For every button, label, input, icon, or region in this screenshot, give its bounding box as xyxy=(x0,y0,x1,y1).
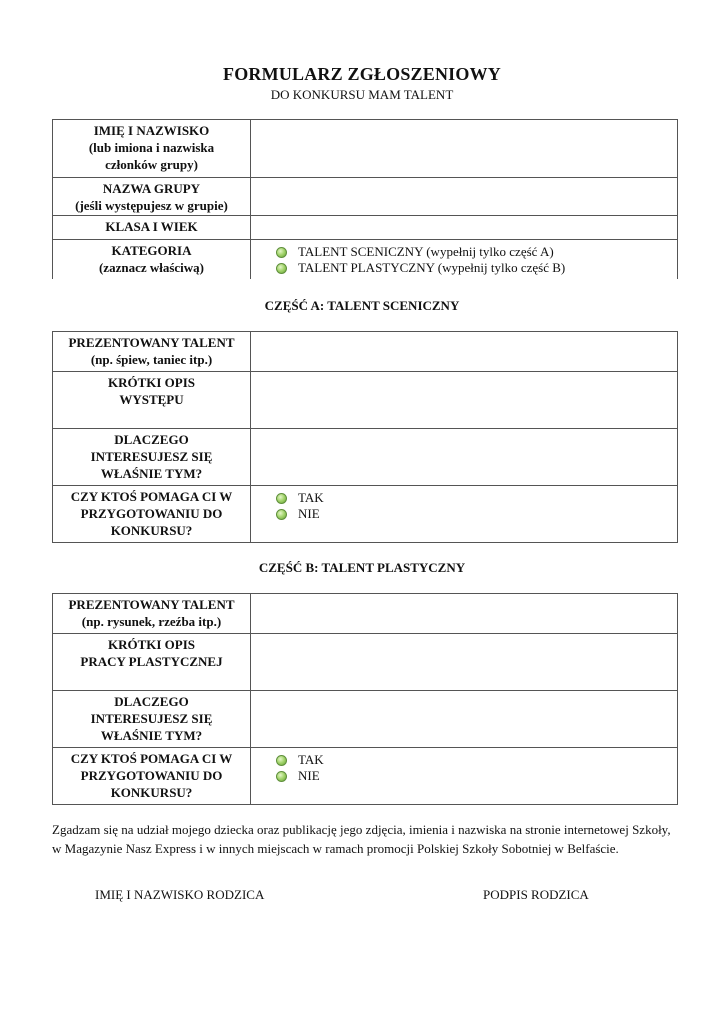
part-b-description-label: KRÓTKI OPIS PRACY PLASTYCZNEJ xyxy=(53,634,251,691)
name-label: IMIĘ I NAZWISKO (lub imiona i nazwiska członków grupy) xyxy=(53,120,251,178)
group-name-field[interactable] xyxy=(251,178,678,216)
part-a-talent-field[interactable] xyxy=(251,332,678,372)
radio-bullet-icon xyxy=(276,263,287,274)
class-age-label: KLASA I WIEK xyxy=(53,216,251,240)
category-option-art[interactable]: TALENT PLASTYCZNY (wypełnij tylko część B) xyxy=(251,260,677,276)
part-a-help-label: CZY KTOŚ POMAGA CI W PRZYGOTOWANIU DO KONKURSU? xyxy=(53,486,251,543)
part-b-talent-field[interactable] xyxy=(251,594,678,634)
radio-bullet-icon xyxy=(276,509,287,520)
part-a-help-option-yes[interactable]: TAK xyxy=(251,490,677,506)
parent-name-label: IMIĘ I NAZWISKO RODZICA xyxy=(95,887,265,902)
part-a-heading: CZĘŚĆ A: TALENT SCENICZNY xyxy=(264,298,460,313)
part-b-why-label: DLACZEGO INTERESUJESZ SIĘ WŁAŚNIE TYM? xyxy=(53,691,251,748)
part-a-why-label: DLACZEGO INTERESUJESZ SIĘ WŁAŚNIE TYM? xyxy=(53,429,251,486)
part-b-talent-label: PREZENTOWANY TALENT (np. rysunek, rzeźba itp.) xyxy=(53,594,251,634)
consent-text: Zgadzam się na udział mojego dziecka oraz publikację jego zdjęcia, imienia i nazwiska na stronie internetowej Szkoły, w Magazynie Nasz Express i w innych miejscach w ramach promocji Polskiej Szkoły Sobotniej w Belfaście. xyxy=(52,822,671,856)
parent-signature-label: PODPIS RODZICA xyxy=(483,887,589,902)
category-option-stage[interactable]: TALENT SCENICZNY (wypełnij tylko część A) xyxy=(251,244,677,260)
part-b-why-field[interactable] xyxy=(251,691,678,748)
part-a-why-field[interactable] xyxy=(251,429,678,486)
part-b-description-field[interactable] xyxy=(251,634,678,691)
part-b-heading: CZĘŚĆ B: TALENT PLASTYCZNY xyxy=(258,560,466,575)
form-subtitle: DO KONKURSU MAM TALENT xyxy=(270,87,454,102)
group-name-label: NAZWA GRUPY (jeśli występujesz w grupie) xyxy=(53,178,251,216)
part-a-table xyxy=(52,331,678,543)
radio-bullet-icon xyxy=(276,247,287,258)
part-b-help-label: CZY KTOŚ POMAGA CI W PRZYGOTOWANIU DO KONKURSU? xyxy=(53,748,251,805)
part-b-table xyxy=(52,593,678,805)
part-a-description-label: KRÓTKI OPIS WYSTĘPU xyxy=(53,372,251,429)
part-a-help-options xyxy=(251,486,678,543)
radio-bullet-icon xyxy=(276,493,287,504)
category-options xyxy=(251,240,678,279)
part-b-help-option-yes[interactable]: TAK xyxy=(251,752,677,768)
general-info-table xyxy=(52,119,678,279)
part-a-help-option-no[interactable]: NIE xyxy=(251,506,677,522)
name-field[interactable] xyxy=(251,120,678,178)
class-age-field[interactable] xyxy=(251,216,678,240)
radio-bullet-icon xyxy=(276,771,287,782)
part-a-talent-label: PREZENTOWANY TALENT (np. śpiew, taniec itp.) xyxy=(53,332,251,372)
radio-bullet-icon xyxy=(276,755,287,766)
part-b-help-option-no[interactable]: NIE xyxy=(251,768,677,784)
category-label: KATEGORIA (zaznacz właściwą) xyxy=(53,240,251,279)
part-b-help-options xyxy=(251,748,678,805)
part-a-description-field[interactable] xyxy=(251,372,678,429)
form-title: FORMULARZ ZGŁOSZENIOWY xyxy=(223,64,501,84)
